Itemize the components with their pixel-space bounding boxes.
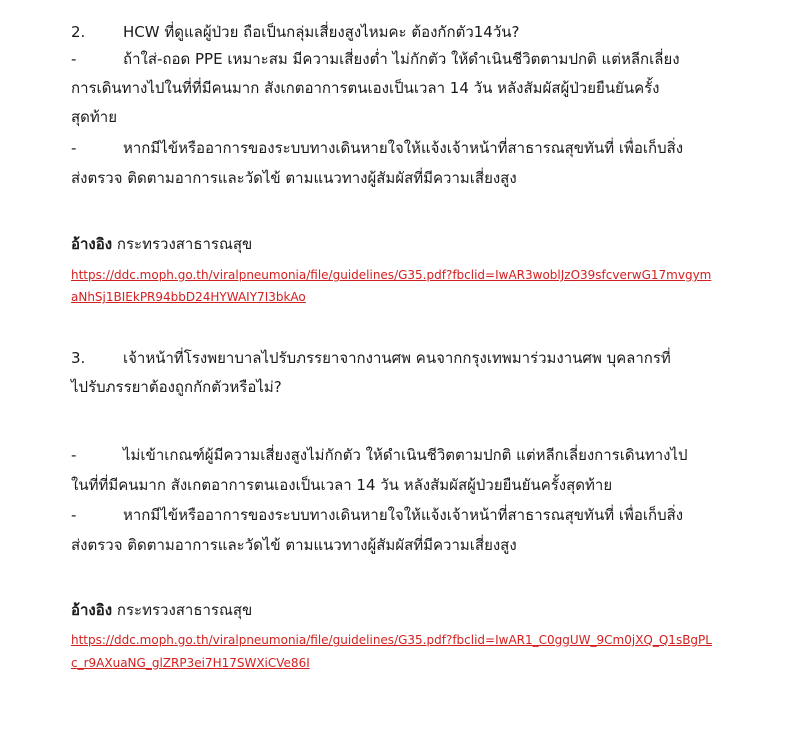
section2-reference-label: อ้างอิง — [71, 235, 113, 253]
section3-bullet2-dash: - — [71, 506, 77, 524]
section3-reference — [71, 599, 252, 621]
section3-bullet1-dash: - — [71, 446, 77, 464]
section3-bullet2-line1 — [71, 504, 683, 526]
section2-bullet1-text1: ถ้าใส่-ถอด PPE เหมาะสม มีความเสี่ยงต่ำ ไม่กักตัว ให้ดำเนินชีวิตตามปกติ แต่หลีกเลี่ยง — [123, 50, 680, 68]
section3-bullet1-line2: ในที่ที่มีคนมาก สังเกตอาการตนเองเป็นเวลา 14 วัน หลังสัมผัสผู้ป่วยยืนยันครั้งสุดท้าย — [71, 476, 613, 494]
section2-reference-link-line2[interactable]: aNhSj1BIEkPR94bbD24HYWAIY7I3bkAo — [71, 290, 306, 304]
section2-number: 2. — [71, 23, 86, 41]
section2-bullet1-line2: การเดินทางไปในที่ที่มีคนมาก สังเกตอาการตนเองเป็นเวลา 14 วัน หลังสัมผัสผู้ป่วยยืนยันครั้ง — [71, 79, 660, 97]
section3-question-line2: ไปรับภรรยาต้องถูกกักตัวหรือไม่? — [71, 378, 282, 396]
section3-number: 3. — [71, 349, 86, 367]
section2-reference — [71, 233, 252, 255]
section3-bullet2-text1: หากมีไข้หรืออาการของระบบทางเดินหายใจให้แจ้งเจ้าหน้าที่สาธารณสุขทันที่ เพื่อเก็บสิ่ง — [123, 506, 684, 524]
section2-question — [71, 21, 519, 43]
section2-bullet2-line1 — [71, 137, 683, 159]
section2-bullet1-line3: สุดท้าย — [71, 108, 117, 126]
section3-bullet2-line2: ส่งตรวจ ติดตามอาการและวัดไข้ ตามแนวทางผู้สัมผัสที่มีความเสี่ยงสูง — [71, 536, 517, 554]
section2-bullet1-dash: - — [71, 50, 77, 68]
section3-reference-label: อ้างอิง — [71, 601, 113, 619]
section2-bullet2-text1: หากมีไข้หรืออาการของระบบทางเดินหายใจให้แจ้งเจ้าหน้าที่สาธารณสุขทันที่ เพื่อเก็บสิ่ง — [123, 139, 684, 157]
section3-bullet1-line1 — [71, 444, 688, 466]
section2-reference-link-line1[interactable]: https://ddc.moph.go.th/viralpneumonia/file/guidelines/G35.pdf?fbclid=IwAR3woblJzO39sfcverwG17mvgym — [71, 268, 712, 282]
section3-reference-link-line1[interactable]: https://ddc.moph.go.th/viralpneumonia/file/guidelines/G35.pdf?fbclid=IwAR1_C0ggUW_9Cm0jXQ_Q1sBgPL — [71, 633, 712, 647]
section3-question-line1 — [71, 347, 671, 369]
section3-question-text1: เจ้าหน้าที่โรงพยาบาลไปรับภรรยาจากงานศพ คนจากกรุงเทพมาร่วมงานศพ บุคลากรที่ — [123, 349, 671, 367]
section2-reference-source: กระทรวงสาธารณสุข — [116, 235, 253, 253]
section2-question-text: HCW ที่ดูแลผู้ป่วย ถือเป็นกลุ่มเสี่ยงสูงไหมคะ ต้องกักตัว14วัน? — [123, 23, 520, 41]
section2-bullet2-line2: ส่งตรวจ ติดตามอาการและวัดไข้ ตามแนวทางผู้สัมผัสที่มีความเสี่ยงสูง — [71, 169, 517, 187]
section2-bullet1-line1 — [71, 48, 680, 70]
section2-bullet2-dash: - — [71, 139, 77, 157]
section3-reference-source: กระทรวงสาธารณสุข — [116, 601, 253, 619]
section3-bullet1-text1: ไม่เข้าเกณฑ์ผู้มีความเสี่ยงสูงไม่กักตัว ให้ดำเนินชีวิตตามปกติ แต่หลีกเลี่ยงการเดินทางไป — [123, 446, 688, 464]
section3-reference-link-line2[interactable]: c_r9AXuaNG_glZRP3ei7H17SWXiCVe86I — [71, 656, 310, 670]
